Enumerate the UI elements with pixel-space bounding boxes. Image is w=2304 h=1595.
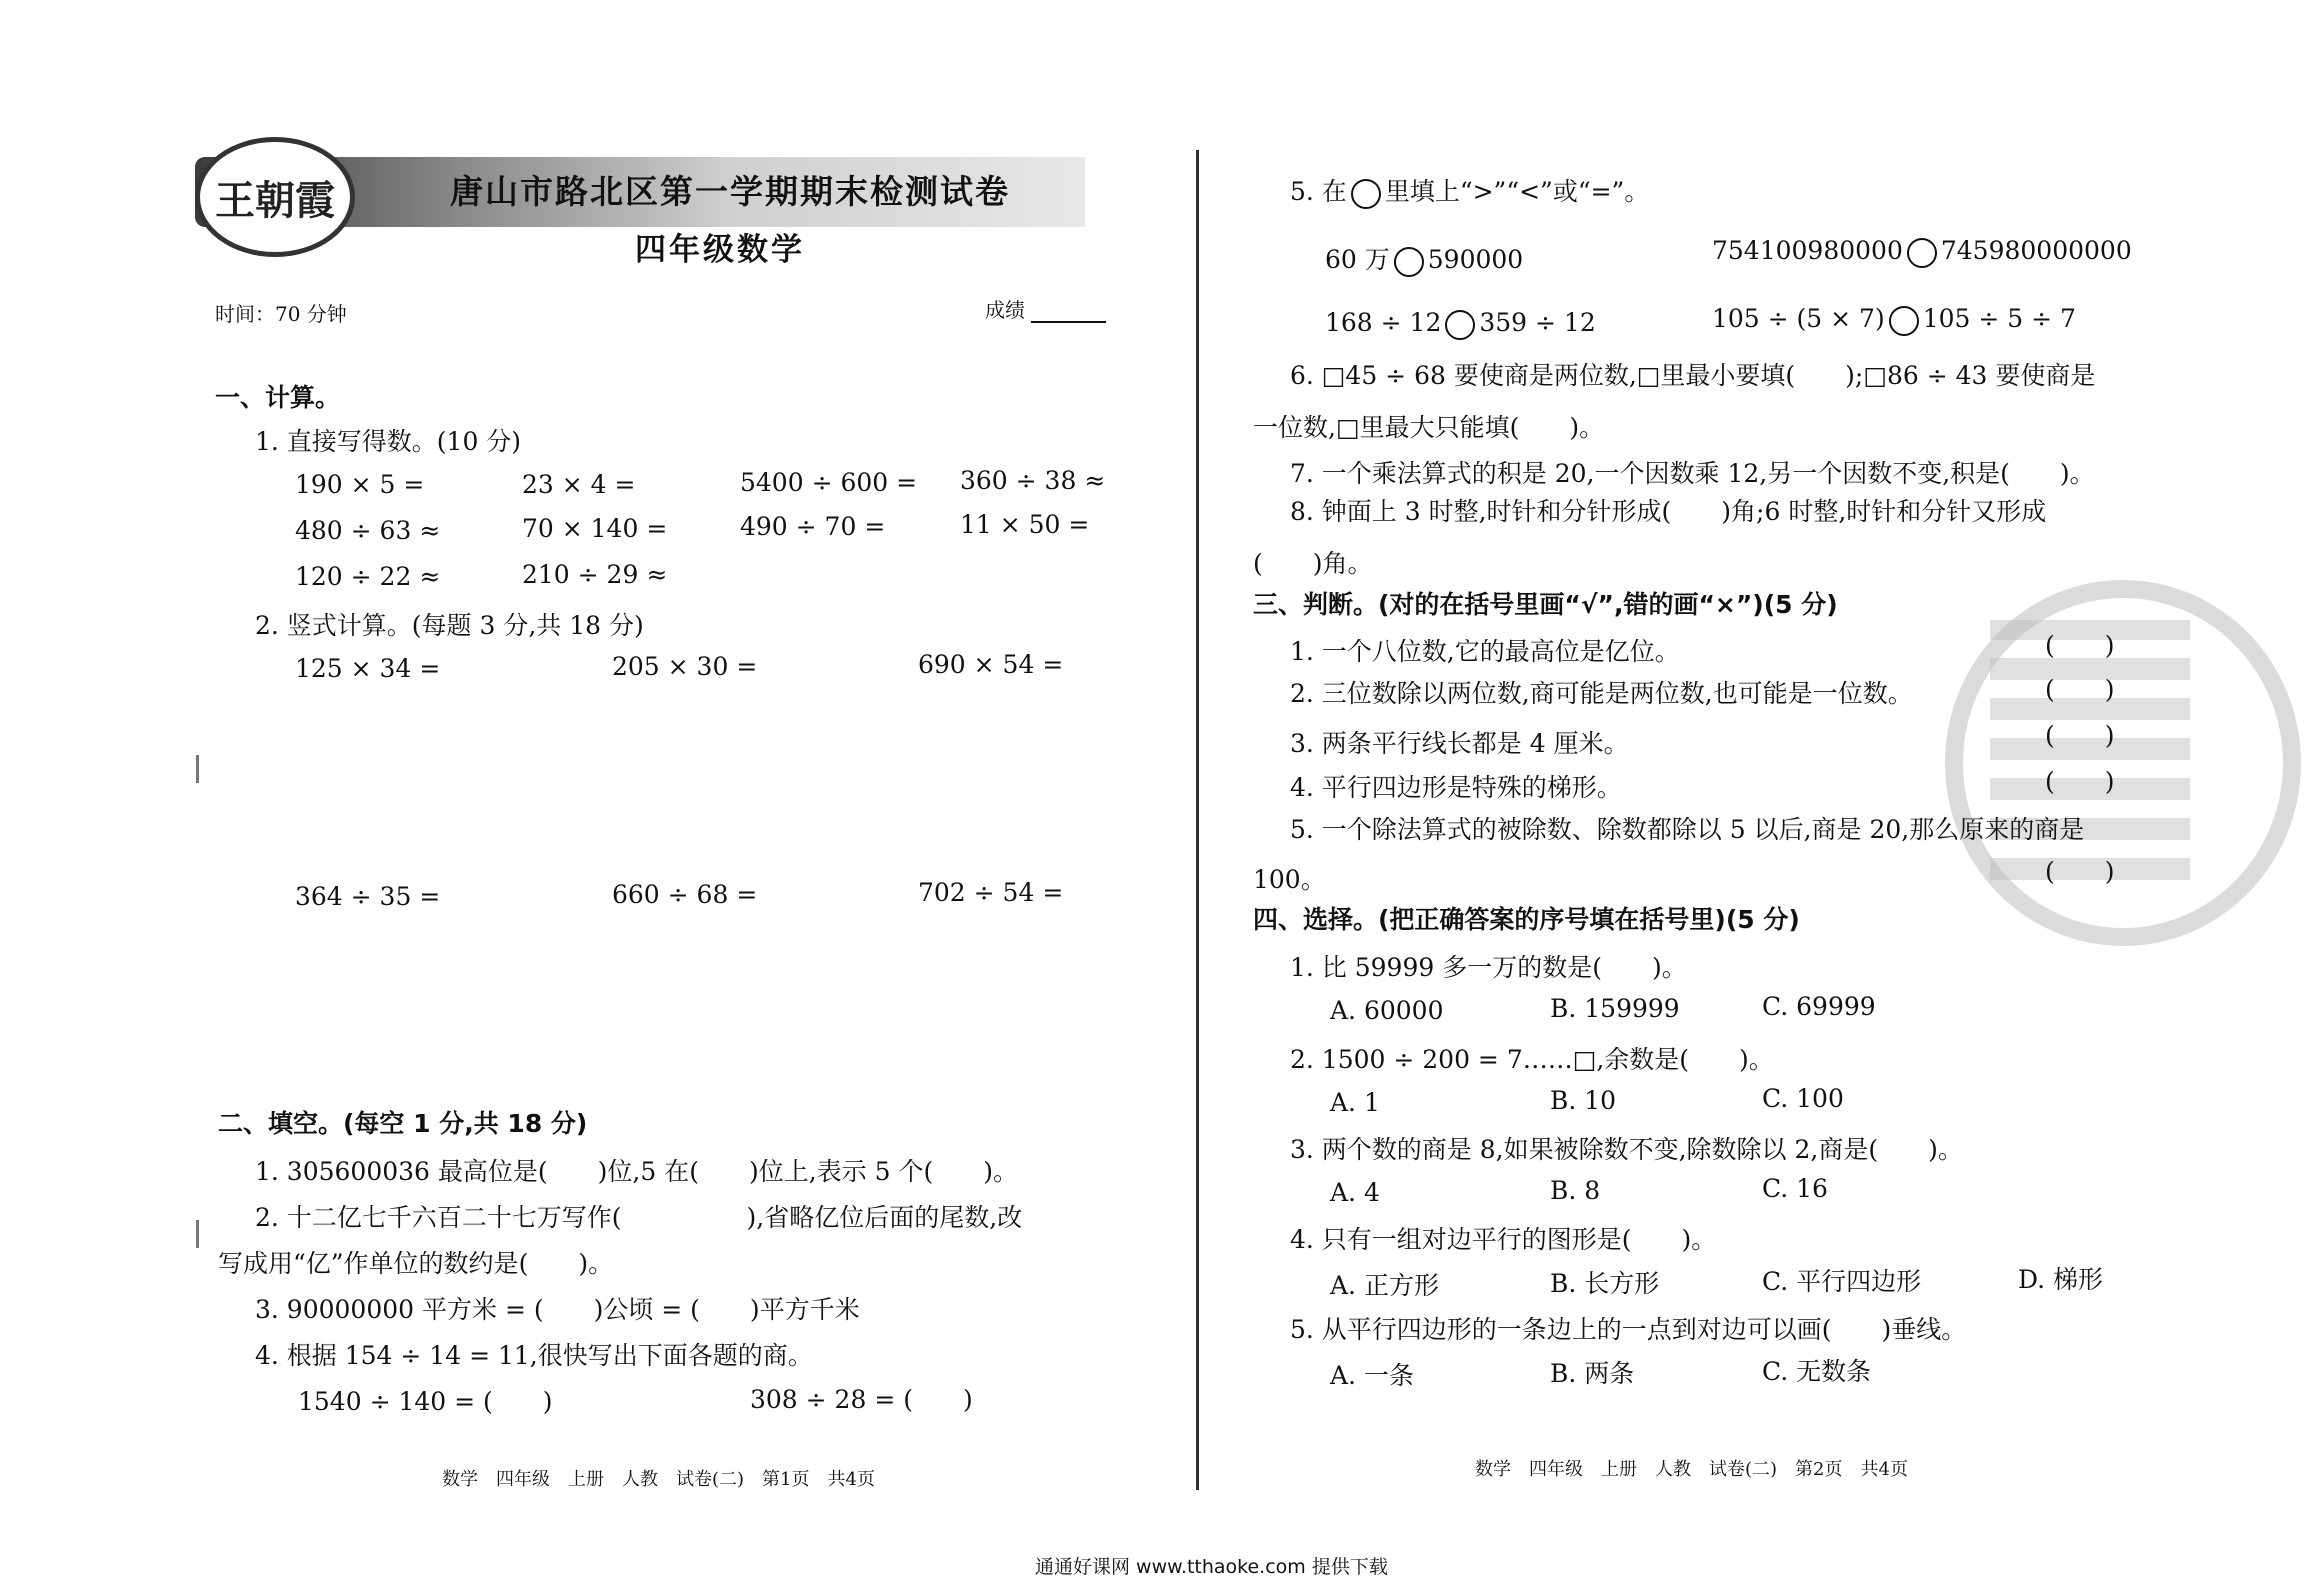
choice-option[interactable]: A. 一条 (1330, 1361, 1414, 1390)
compare-left: 105 ÷ (5 × 7) (1712, 304, 1885, 333)
choice-option[interactable]: D. 梯形 (2018, 1265, 2104, 1294)
calc-item: 190 × 5 = (295, 470, 425, 499)
circle-icon (1351, 179, 1381, 209)
compare-question-tail: 里填上“>”“<”或“=”。 (1384, 177, 1650, 206)
choice-option[interactable]: C. 平行四边形 (1762, 1267, 1922, 1296)
choice-option[interactable]: B. 159999 (1550, 994, 1680, 1023)
page-footer: 数学 四年级 上册 人教 试卷(二) 第1页 共4页 (442, 1469, 875, 1490)
choice-option[interactable]: A. 正方形 (1330, 1271, 1439, 1300)
fill-question: 7. 一个乘法算式的积是 20,一个因数乘 12,另一个因数不变,积是( )。 (1290, 459, 2095, 488)
page-divider (1196, 150, 1199, 1490)
compare-circle[interactable] (1889, 306, 1919, 336)
binding-mark (196, 1220, 199, 1248)
calc-item: 70 × 140 = (522, 514, 668, 543)
compare-right: 590000 (1427, 245, 1524, 274)
choice-option[interactable]: C. 16 (1762, 1174, 1828, 1203)
compare-right: 359 ÷ 12 (1479, 308, 1596, 337)
judge-item: 3. 两条平行线长都是 4 厘米。 (1290, 729, 1629, 758)
fill-question: 写成用“亿”作单位的数约是( )。 (218, 1249, 614, 1278)
compare-item (1325, 308, 1596, 340)
calc-item: 120 ÷ 22 ≈ (295, 562, 441, 591)
binding-mark (196, 755, 199, 783)
section-3-title: 三、判断。(对的在括号里画“√”,错的画“×”)(5 分) (1253, 590, 1838, 619)
compare-left: 754100980000 (1712, 236, 1903, 265)
fill-question: ( )角。 (1253, 549, 1373, 578)
score-blank[interactable] (1031, 299, 1106, 323)
calc-item: 23 × 4 = (522, 470, 636, 499)
fill-subitem: 1540 ÷ 140 = ( ) (298, 1387, 553, 1416)
calc-item: 210 ÷ 29 ≈ (522, 560, 668, 589)
answer-paren[interactable]: ( ) (2045, 721, 2115, 750)
compare-circle[interactable] (1394, 247, 1424, 277)
judge-item: 2. 三位数除以两位数,商可能是两位数,也可能是一位数。 (1290, 679, 1913, 708)
calc-item: 5400 ÷ 600 = (740, 468, 918, 497)
choice-question: 3. 两个数的商是 8,如果被除数不变,除数除以 2,商是( )。 (1290, 1135, 1963, 1164)
score-field (985, 294, 1106, 323)
choice-question: 4. 只有一组对边平行的图形是( )。 (1290, 1225, 1717, 1254)
judge-item: 5. 一个除法算式的被除数、除数都除以 5 以后,商是 20,那么原来的商是 (1290, 815, 2085, 844)
page-footer: 数学 四年级 上册 人教 试卷(二) 第2页 共4页 (1475, 1459, 1908, 1480)
time-label: 时间：70 分钟 (215, 302, 347, 326)
compare-item (1712, 236, 2132, 268)
vertical-calc-item: 364 ÷ 35 = (295, 882, 441, 911)
judge-item: 1. 一个八位数,它的最高位是亿位。 (1290, 637, 1680, 666)
choice-option[interactable]: A. 60000 (1330, 996, 1444, 1025)
calc-item: 490 ÷ 70 = (740, 512, 886, 541)
section-4-title: 四、选择。(把正确答案的序号填在括号里)(5 分) (1253, 905, 1800, 934)
fill-question: 3. 90000000 平方米 = ( )公顷 = ( )平方千米 (255, 1295, 860, 1324)
question-1-2: 2. 竖式计算。(每题 3 分,共 18 分) (255, 611, 644, 640)
fill-question: 6. □45 ÷ 68 要使商是两位数,□里最小要填( );□86 ÷ 43 要使商是 (1290, 361, 2096, 390)
choice-option[interactable]: C. 无数条 (1762, 1357, 1872, 1386)
vertical-calc-item: 660 ÷ 68 = (612, 880, 758, 909)
choice-question: 5. 从平行四边形的一条边上的一点到对边可以画( )垂线。 (1290, 1315, 1967, 1344)
publisher-logo (195, 137, 355, 257)
vertical-calc-item: 125 × 34 = (295, 654, 441, 683)
calc-item: 11 × 50 = (960, 510, 1090, 539)
question-1-1: 1. 直接写得数。(10 分) (255, 427, 522, 456)
choice-option[interactable]: B. 10 (1550, 1086, 1617, 1115)
choice-option[interactable]: B. 长方形 (1550, 1269, 1660, 1298)
fill-question: 8. 钟面上 3 时整,时针和分针形成( )角;6 时整,时针和分针又形成 (1290, 497, 2047, 526)
compare-question-head: 5. 在 (1290, 177, 1347, 206)
compare-circle[interactable] (1445, 310, 1475, 340)
choice-option[interactable]: C. 100 (1762, 1084, 1844, 1113)
answer-paren[interactable]: ( ) (2045, 767, 2115, 796)
section-1-title: 一、计算。 (215, 383, 341, 412)
answer-paren[interactable]: ( ) (2045, 857, 2115, 886)
choice-option[interactable]: A. 1 (1330, 1088, 1380, 1117)
vertical-calc-item: 690 × 54 = (918, 650, 1064, 679)
choice-option[interactable]: B. 两条 (1550, 1359, 1635, 1388)
compare-item (1712, 304, 2076, 336)
fill-question: 一位数,□里最大只能填( )。 (1253, 413, 1605, 442)
vertical-calc-item: 205 × 30 = (612, 652, 758, 681)
compare-left: 168 ÷ 12 (1325, 308, 1442, 337)
fill-subitem: 308 ÷ 28 = ( ) (750, 1385, 973, 1414)
fill-question: 1. 305600036 最高位是( )位,5 在( )位上,表示 5 个( )。 (255, 1157, 1018, 1186)
fill-question: 2. 十二亿七千六百二十七万写作( ),省略亿位后面的尾数,改 (255, 1203, 1023, 1232)
answer-paren[interactable]: ( ) (2045, 675, 2115, 704)
fill-question: 4. 根据 154 ÷ 14 = 11,很快写出下面各题的商。 (255, 1341, 813, 1370)
compare-item (1325, 240, 1523, 277)
logo-text: 王朝霞 (215, 176, 335, 224)
answer-paren[interactable]: ( ) (2045, 631, 2115, 660)
compare-right: 745980000000 (1940, 236, 2132, 265)
choice-option[interactable]: C. 69999 (1762, 992, 1876, 1021)
choice-question: 1. 比 59999 多一万的数是( )。 (1290, 953, 1687, 982)
calc-item: 360 ÷ 38 ≈ (960, 466, 1106, 495)
compare-right: 105 ÷ 5 ÷ 7 (1922, 304, 2076, 333)
compare-circle[interactable] (1907, 238, 1937, 268)
choice-option[interactable]: B. 8 (1550, 1176, 1601, 1205)
choice-question: 2. 1500 ÷ 200 = 7……□,余数是( )。 (1290, 1045, 1774, 1074)
compare-question (1290, 172, 1649, 209)
score-label: 成绩 (985, 298, 1025, 322)
compare-left: 60 万 (1325, 245, 1390, 274)
judge-item: 4. 平行四边形是特殊的梯形。 (1290, 773, 1622, 802)
download-note: 通通好课网 www.tthaoke.com 提供下载 (1035, 1556, 1388, 1578)
calc-item: 480 ÷ 63 ≈ (295, 516, 441, 545)
judge-item-cont: 100。 (1253, 865, 1326, 894)
vertical-calc-item: 702 ÷ 54 = (918, 878, 1064, 907)
exam-subtitle: 四年级数学 (635, 232, 805, 268)
section-2-title: 二、填空。(每空 1 分,共 18 分) (218, 1109, 588, 1138)
exam-title: 唐山市路北区第一学期期末检测试卷 (450, 172, 1010, 211)
choice-option[interactable]: A. 4 (1330, 1178, 1380, 1207)
